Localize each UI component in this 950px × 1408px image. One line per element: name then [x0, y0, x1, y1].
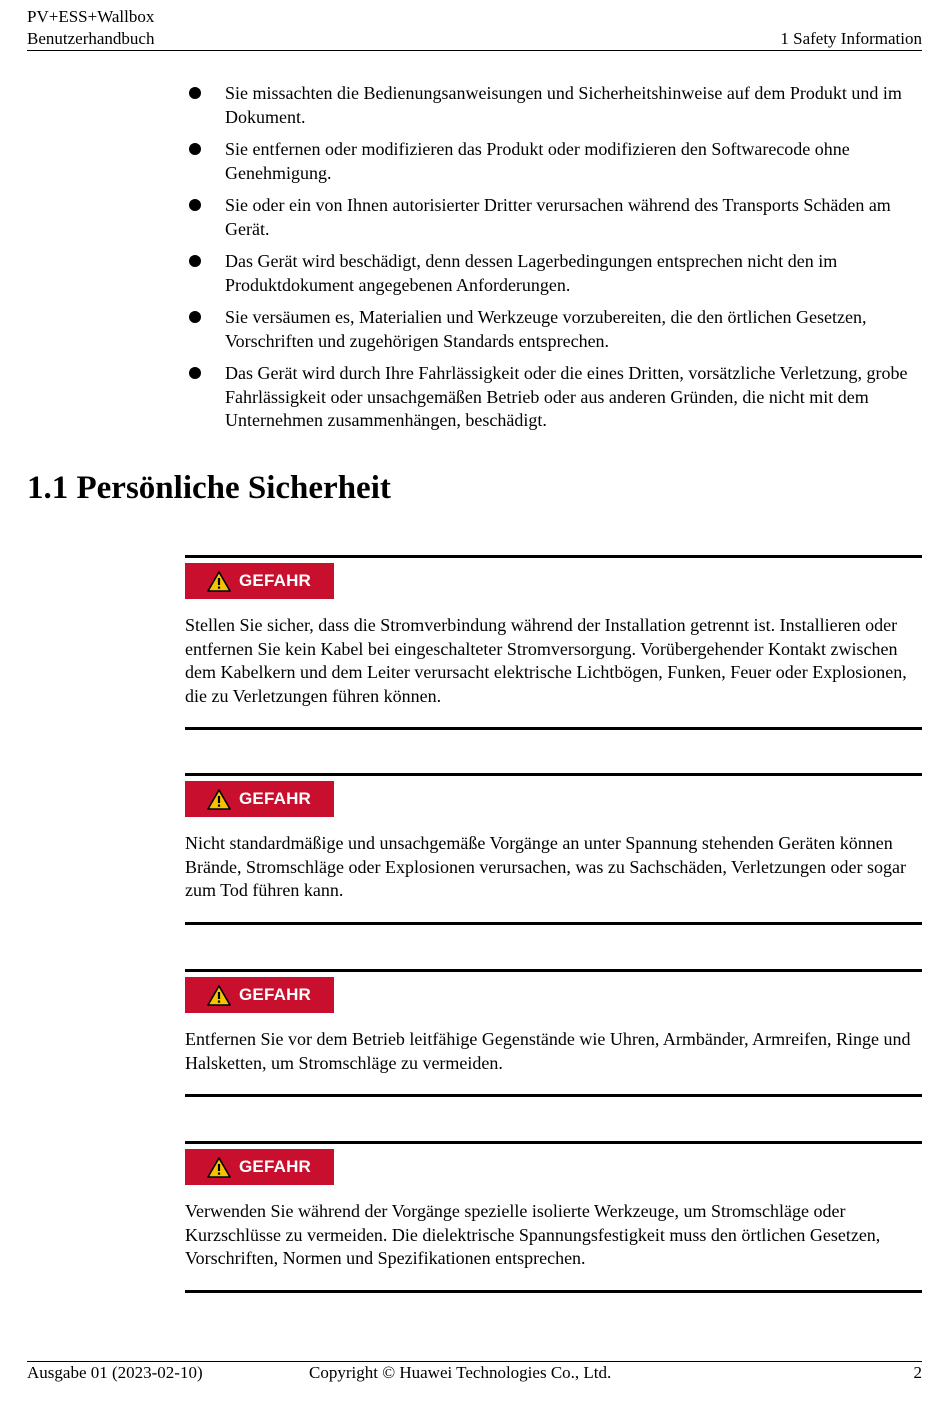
- list-item-text: Sie missachten die Bedienungsanweisungen und Sicherheitshinweise auf dem Produkt und im Dokument.: [225, 83, 902, 127]
- notice-bottom-rule: [185, 727, 922, 730]
- page-header-left: [27, 6, 154, 50]
- bullet-dot-icon: [189, 367, 201, 379]
- warning-triangle-icon: [207, 1157, 231, 1178]
- footer-copyright: Copyright © Huawei Technologies Co., Ltd.: [309, 1363, 612, 1382]
- bullet-dot-icon: [189, 255, 201, 267]
- danger-notice: [185, 1141, 922, 1294]
- danger-notice: [185, 969, 922, 1098]
- danger-badge-label: GEFAHR: [239, 571, 312, 590]
- bullet-dot-icon: [189, 311, 201, 323]
- danger-badge-label: GEFAHR: [239, 789, 312, 808]
- warning-triangle-icon: [207, 985, 231, 1006]
- notice-text: Entfernen Sie vor dem Betrieb leitfähige Gegenstände wie Uhren, Armbänder, Armreifen, Ringe und Halsketten, um Stromschläge zu vermeiden.: [185, 1029, 911, 1073]
- bullet-dot-icon: [189, 199, 201, 211]
- danger-badge: [185, 1149, 334, 1185]
- bullet-dot-icon: [189, 143, 201, 155]
- header-chapter: 1 Safety Information: [780, 29, 922, 48]
- header-divider: [27, 50, 922, 51]
- danger-badge-label: GEFAHR: [239, 985, 312, 1004]
- page-number: 2: [913, 1363, 922, 1382]
- notice-top-rule: [185, 969, 922, 972]
- danger-badge-label: GEFAHR: [239, 1157, 312, 1176]
- list-item: [185, 138, 925, 185]
- notice-top-rule: [185, 555, 922, 558]
- notice-text: Stellen Sie sicher, dass die Stromverbindung während der Installation getrennt ist. Installieren oder entfernen Sie kein Kabel bei eingeschalteter Stromversorgung. Vorübergehender Kontakt zwischen dem Kabelkern und dem Leiter verursacht elektrische Lichtbögen, Funken, Feuer oder Explosionen, die zu Verletzungen führen können.: [185, 615, 907, 706]
- danger-badge: [185, 781, 334, 817]
- bullet-list: [185, 82, 925, 442]
- danger-badge: [185, 977, 334, 1013]
- header-product: PV+ESS+Wallbox: [27, 7, 155, 26]
- notice-bottom-rule: [185, 1094, 922, 1097]
- danger-notice: [185, 773, 922, 926]
- list-item-text: Sie oder ein von Ihnen autorisierter Dritter verursachen während des Transports Schäden am Gerät.: [225, 195, 891, 239]
- bullet-dot-icon: [189, 87, 201, 99]
- list-item: [185, 82, 925, 129]
- notice-top-rule: [185, 1141, 922, 1144]
- warning-triangle-icon: [207, 789, 231, 810]
- list-item: [185, 362, 925, 433]
- notice-text: Verwenden Sie während der Vorgänge spezielle isolierte Werkzeuge, um Stromschläge oder Kurzschlüsse zu vermeiden. Die dielektrische Spannungsfestigkeit muss den örtlichen Gesetzen, Vorschriften, Normen und Spezifikationen entsprechen.: [185, 1201, 881, 1268]
- notice-text: Nicht standardmäßige und unsachgemäße Vorgänge an unter Spannung stehenden Geräten können Brände, Stromschläge oder Explosionen verursachen, was zu Sachschäden, Verletzungen oder sogar zum Tod führen kann.: [185, 833, 906, 900]
- list-item: [185, 194, 925, 241]
- warning-triangle-icon: [207, 571, 231, 592]
- notice-bottom-rule: [185, 1290, 922, 1293]
- list-item: [185, 250, 925, 297]
- notice-top-rule: [185, 773, 922, 776]
- danger-badge: [185, 563, 334, 599]
- list-item-text: Das Gerät wird durch Ihre Fahrlässigkeit oder die eines Dritten, vorsätzliche Verletzung, grobe Fahrlässigkeit oder unsachgemäßen Betrieb oder aus anderen Gründen, die nicht mit dem Unternehmen zusammenhängen, beschädigt.: [225, 363, 908, 430]
- notice-bottom-rule: [185, 922, 922, 925]
- list-item: [185, 306, 925, 353]
- danger-notice: [185, 555, 922, 730]
- list-item-text: Sie versäumen es, Materialien und Werkzeuge vorzubereiten, die den örtlichen Gesetzen, Vorschriften und zugehörigen Standards entsprechen.: [225, 307, 867, 351]
- list-item-text: Sie entfernen oder modifizieren das Produkt oder modifizieren den Softwarecode ohne Genehmigung.: [225, 139, 850, 183]
- list-item-text: Das Gerät wird beschädigt, denn dessen Lagerbedingungen entsprechen nicht den im Produktdokument angegebenen Anforderungen.: [225, 251, 838, 295]
- footer-issue: Ausgabe 01 (2023-02-10): [27, 1363, 203, 1382]
- header-manual: Benutzerhandbuch: [27, 29, 155, 48]
- section-title: 1.1 Persönliche Sicherheit: [27, 470, 391, 506]
